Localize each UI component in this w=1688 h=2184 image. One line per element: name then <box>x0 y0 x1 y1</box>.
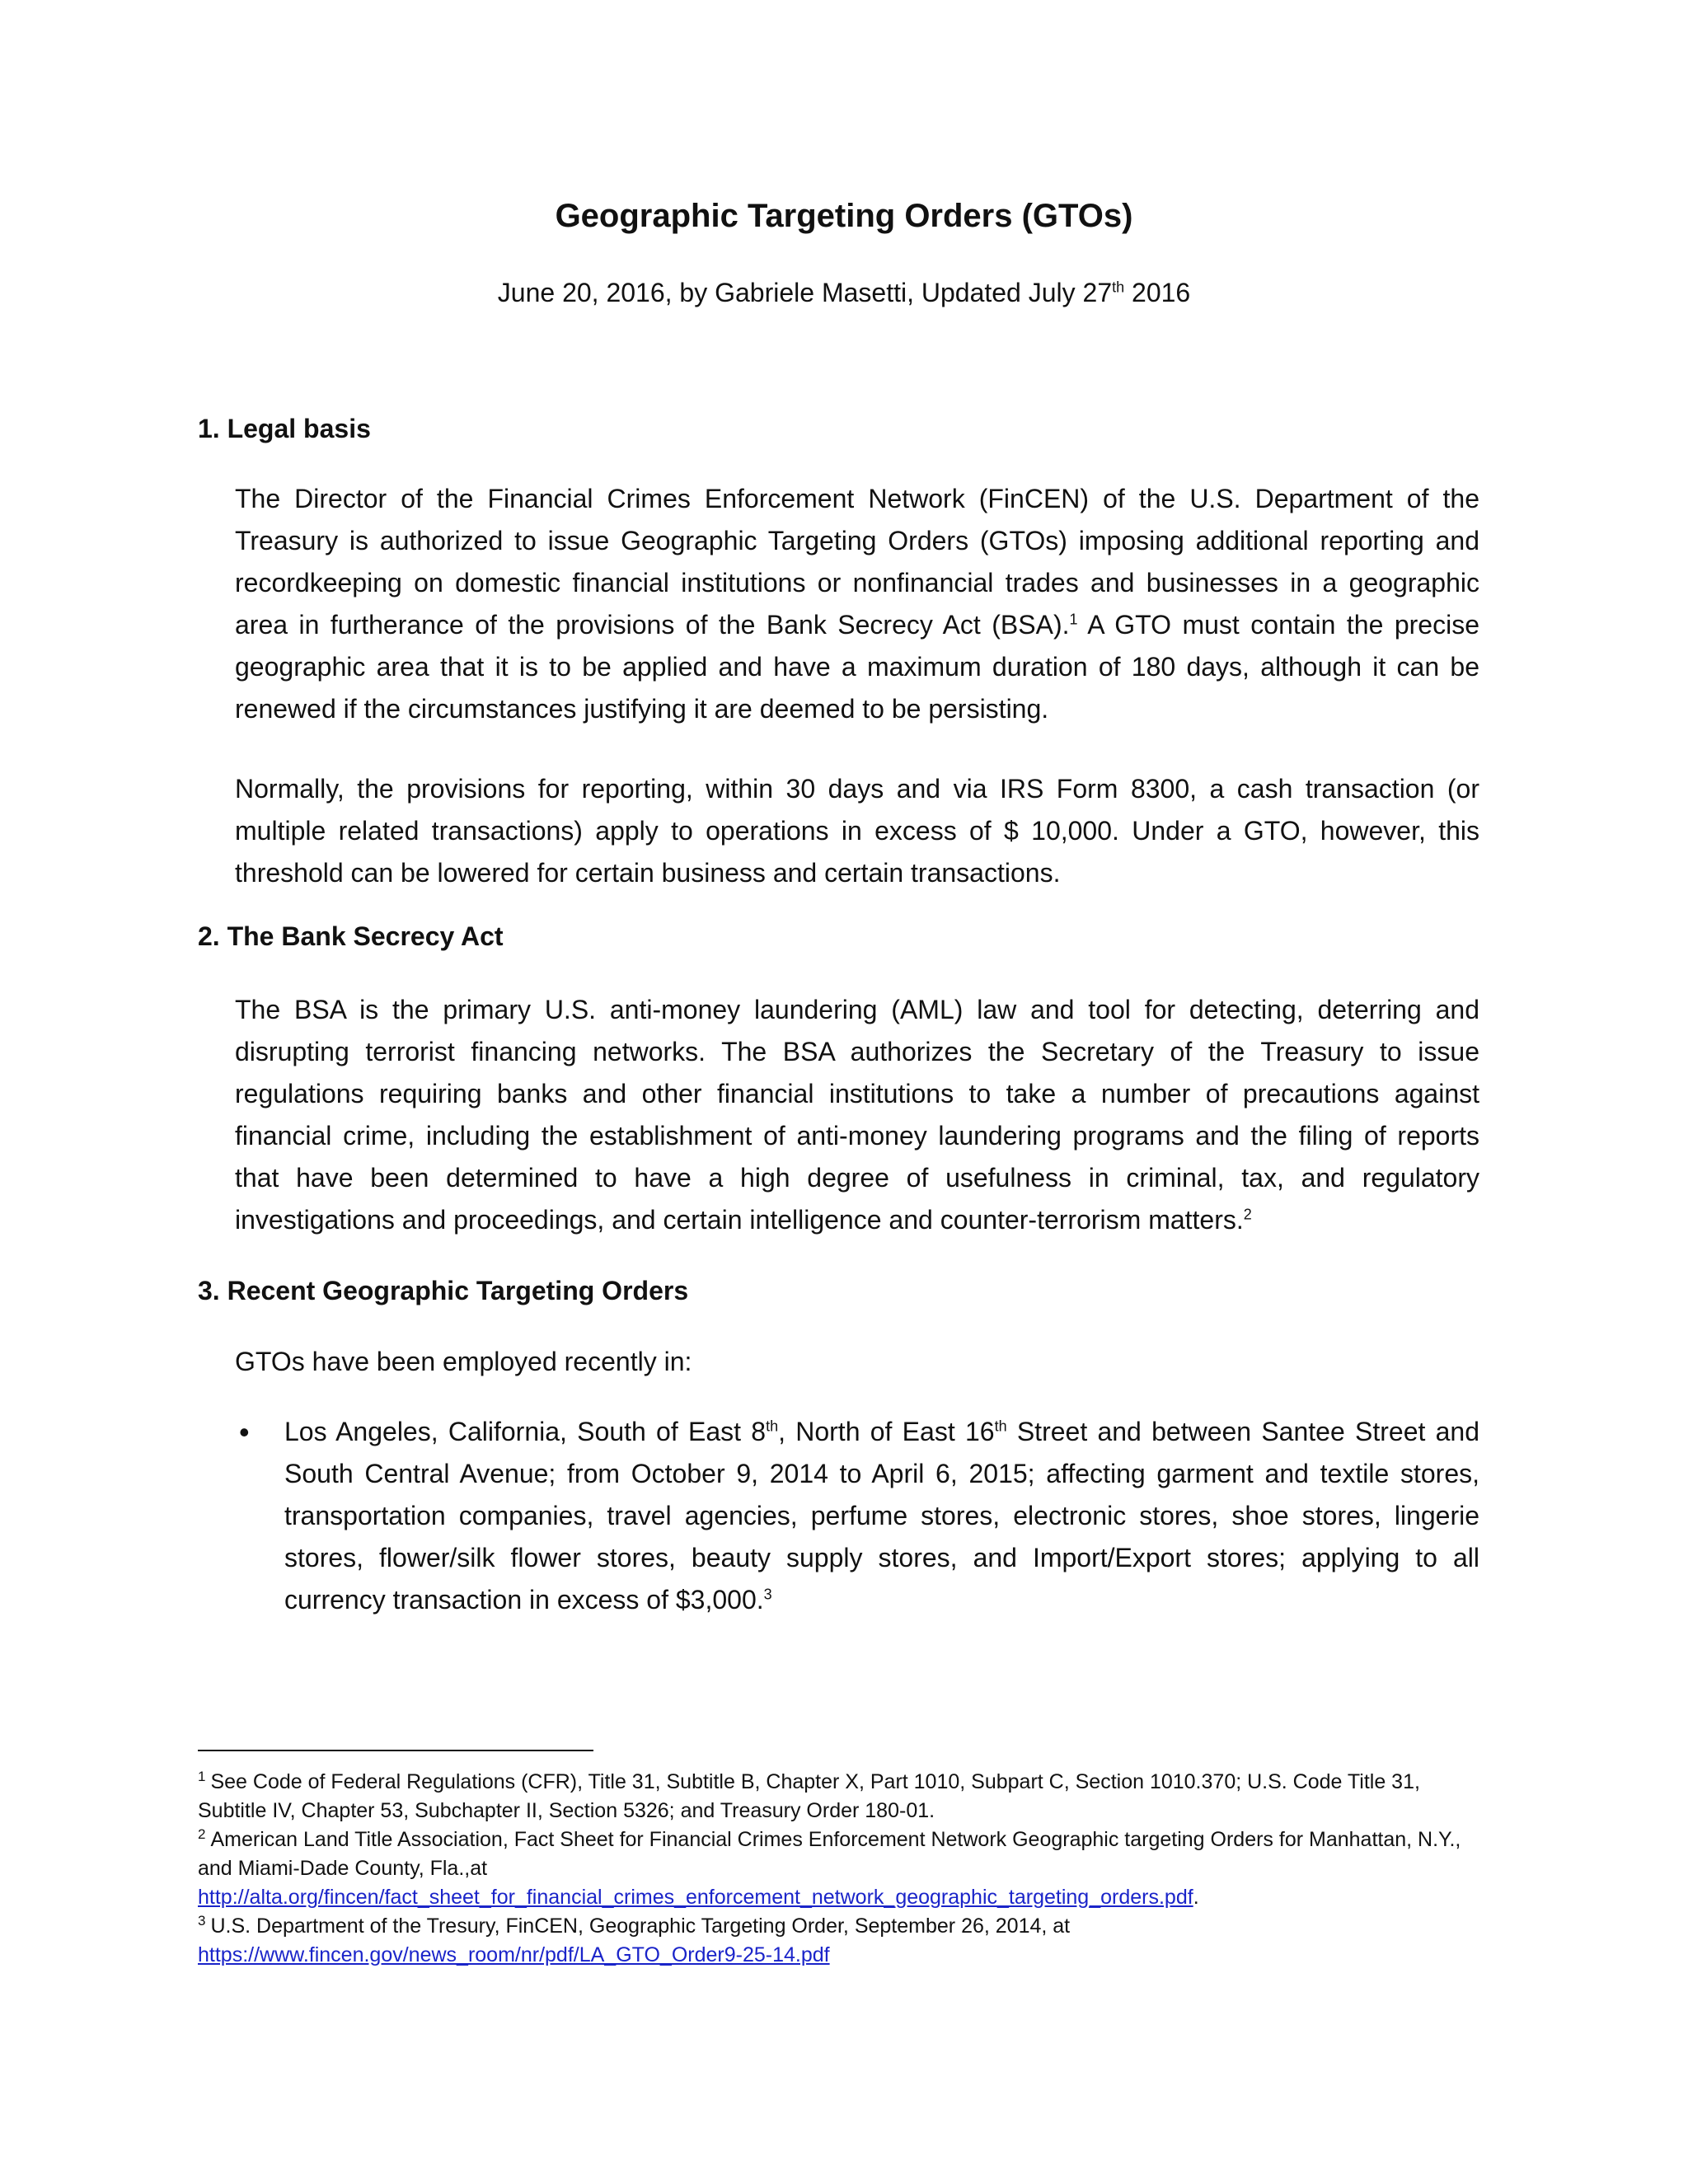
document-byline <box>0 278 1688 308</box>
footnote-ref-1[interactable]: 1 <box>1069 611 1078 628</box>
footnote-3 <box>198 1912 1484 1970</box>
footnote-text: American Land Title Association, Fact Sheet for Financial Crimes Enforcement Network Geographic targeting Orders for Manhattan, N.Y., and Miami-Dade County, Fla.,at <box>198 1828 1461 1880</box>
footnote-divider <box>198 1750 593 1751</box>
ordinal-suffix: th <box>994 1418 1007 1435</box>
paragraph-bank-secrecy-act <box>235 989 1479 1241</box>
footnote-number: 1 <box>198 1768 206 1784</box>
byline-text: June 20, 2016, by Gabriele Masetti, Updated July 27 <box>497 278 1113 307</box>
paragraph-text: The BSA is the primary U.S. anti-money laundering (AML) law and tool for detecting, deterring and disrupting terrorist financing networks. The BSA authorizes the Secretary of the Treasury to issue regulations requiring banks and other financial institutions to take a number of precautions against financial crime, including the establishment of anti-money laundering programs and the filing of reports that have been determined to have a high degree of usefulness in criminal, tax, and regulatory investigations and proceedings, and certain intelligence and counter-terrorism matters. <box>235 995 1479 1235</box>
list-item-text: Street and between Santee Street and South Central Avenue; from October 9, 2014 to April 6, 2015; affecting garment and textile stores, transportation companies, travel agencies, perfume stores, electronic stores, shoe stores, lingerie stores, flower/silk flower stores, beauty supply stores, and Import/Export stores; applying to all currency transaction in excess of $3,000. <box>284 1417 1480 1615</box>
footnote-text: U.S. Department of the Tresury, FinCEN, Geographic Targeting Order, September 26, 2014, at <box>210 1915 1071 1938</box>
section-heading-bank-secrecy-act: 2. The Bank Secrecy Act <box>198 921 504 951</box>
bullet-icon: • <box>239 1415 250 1449</box>
fincen-order-link[interactable]: https://www.fincen.gov/news_room/nr/pdf/LA_GTO_Order9-25-14.pdf <box>198 1943 830 1966</box>
footnote-number: 2 <box>198 1825 206 1842</box>
paragraph-legal-basis-2: Normally, the provisions for reporting, within 30 days and via IRS Form 8300, a cash transaction (or multiple related transactions) apply to operations in excess of $ 10,000. Under a GTO, however, this threshold can be lowered for certain business and certain transactions. <box>235 774 1479 888</box>
section-heading-legal-basis: 1. Legal basis <box>198 414 371 443</box>
ordinal-suffix: th <box>766 1418 779 1435</box>
byline-ordinal: th <box>1112 279 1125 296</box>
footnote-text: See Code of Federal Regulations (CFR), Title 31, Subtitle B, Chapter X, Part 1010, Subpart C, Section 1010.370; U.S. Code Title 31, Subtitle IV, Chapter 53, Subchapter II, Section 5326; and Treasury Order 180-01. <box>198 1770 1420 1822</box>
paragraph-gtos-intro: GTOs have been employed recently in: <box>235 1347 692 1376</box>
alta-fact-sheet-link[interactable]: http://alta.org/fincen/fact_sheet_for_financial_crimes_enforcement_network_geographic_targeting_orders.pdf <box>198 1886 1193 1909</box>
footnote-number: 3 <box>198 1912 206 1929</box>
section-heading-recent-gtos: 3. Recent Geographic Targeting Orders <box>198 1276 689 1305</box>
paragraph-text: A GTO must contain the precise geographic area that it is to be applied and have a maximum duration of 180 days, although it can be renewed if the circumstances justifying it are deemed to be persisting. <box>235 610 1480 724</box>
byline-year: 2016 <box>1124 278 1191 307</box>
paragraph-text: The Director of the Financial Crimes Enforcement Network (FinCEN) of the U.S. Department of the Treasury is authorized to issue Geographic Targeting Orders (GTOs) imposing additional reporting and recordkeeping on domestic financial institutions or nonfinancial trades and businesses in a geographic area in furtherance of the provisions of the Bank Secrecy Act (BSA). <box>235 484 1479 640</box>
footnote-ref-2[interactable]: 2 <box>1243 1206 1252 1223</box>
list-item-los-angeles <box>284 1411 1479 1621</box>
footnotes <box>198 1768 1484 1970</box>
list-item-text: , North of East 16 <box>778 1417 995 1446</box>
paragraph-legal-basis-1 <box>235 478 1479 730</box>
footnote-2 <box>198 1825 1484 1912</box>
document-title: Geographic Targeting Orders (GTOs) <box>555 198 1133 234</box>
footnote-ref-3[interactable]: 3 <box>763 1586 772 1603</box>
footnote-1 <box>198 1768 1484 1825</box>
footnote-text: . <box>1193 1886 1199 1909</box>
list-item-text: Los Angeles, California, South of East 8 <box>284 1417 767 1446</box>
